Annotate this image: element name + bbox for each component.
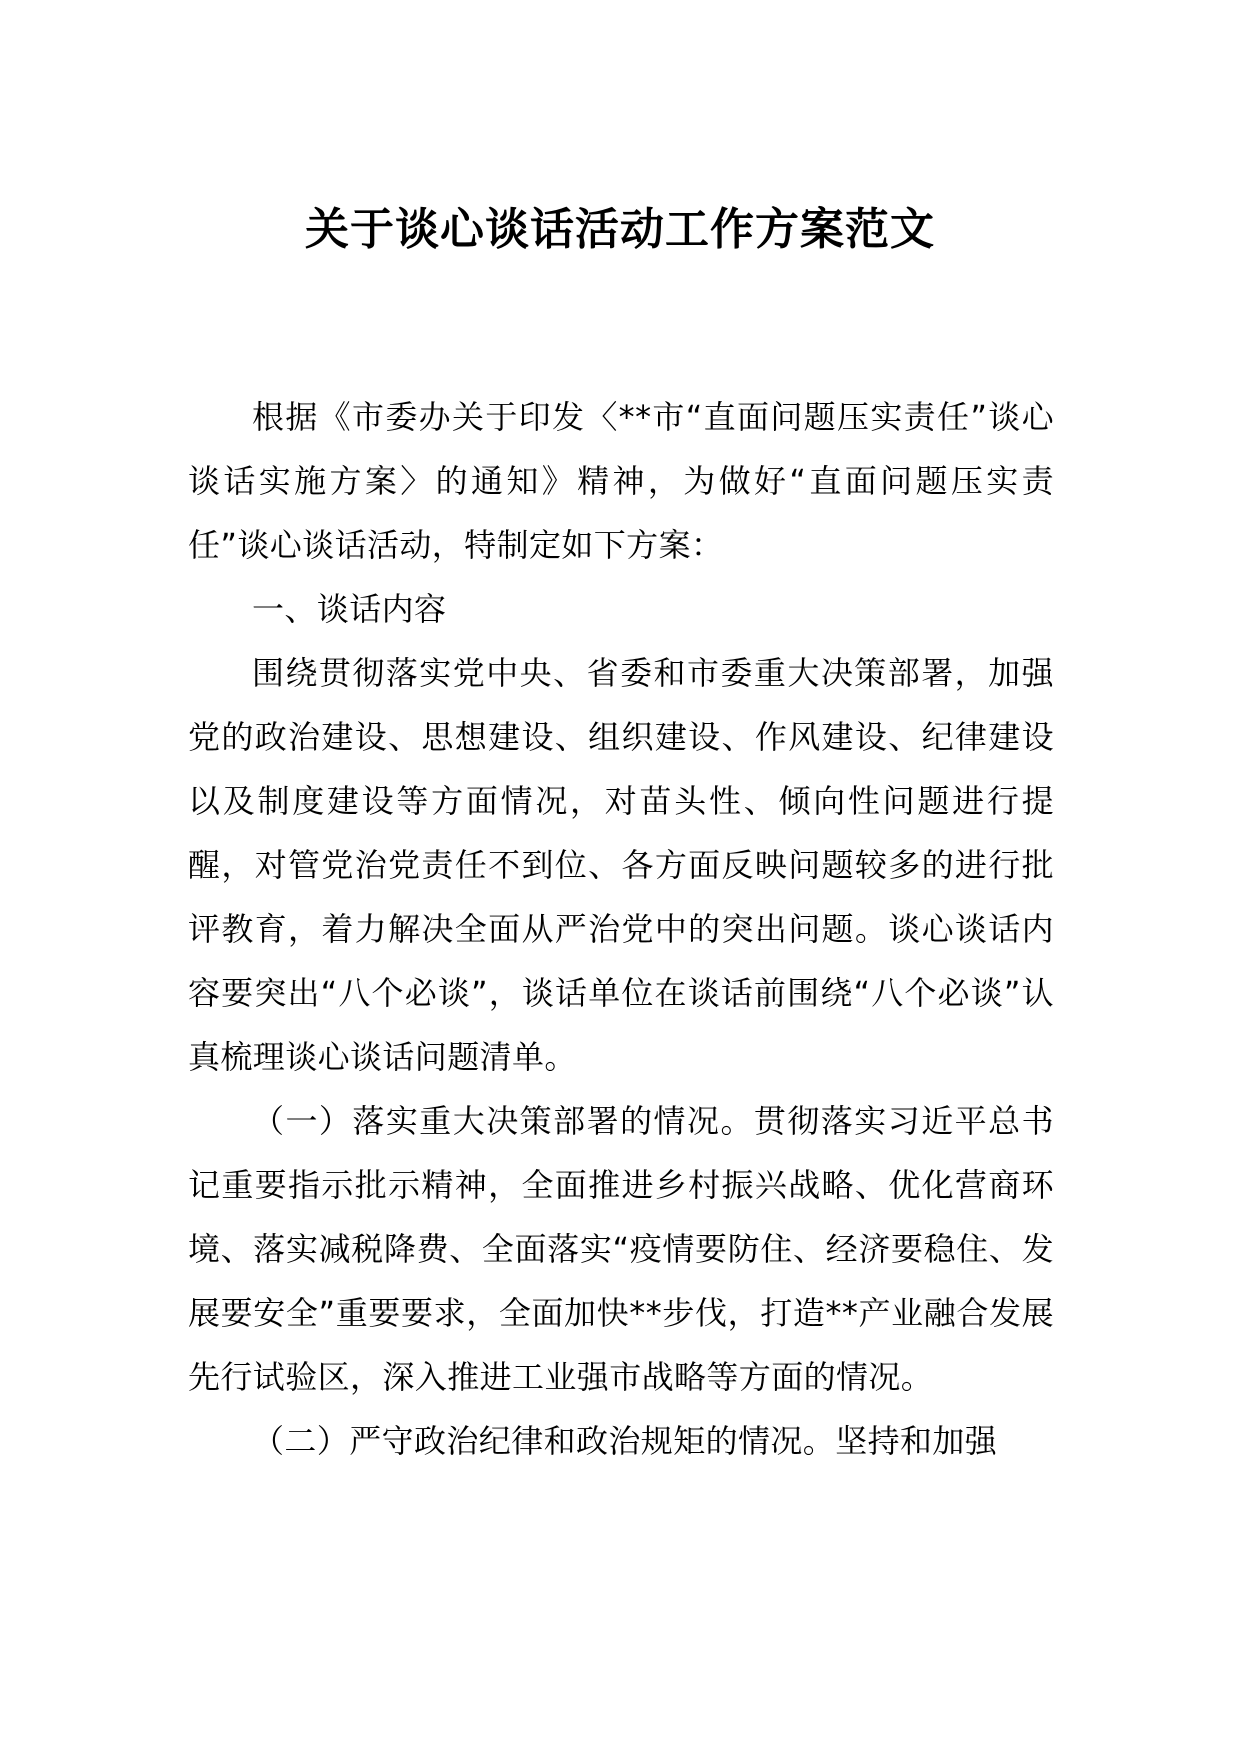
- subsection-paragraph-2: （二）严守政治纪律和政治规矩的情况。坚持和加强: [252, 1422, 998, 1460]
- document-body: [188, 385, 1054, 1473]
- section-heading-talk-content: 一、谈话内容: [252, 590, 447, 628]
- subsection-paragraph-1: （一）落实重大决策部署的情况。贯彻落实习近平总书记重要指示批示精神，全面推进乡村振兴战略、优化营商环境、落实减税降费、全面落实“疫情要防住、经济要稳住、发展要安全”重要要求，全面加快**步伐，打造**产业融合发展先行试验区，深入推进工业强市战略等方面的情况。: [188, 1102, 1054, 1396]
- document-title: 关于谈心谈话活动工作方案范文: [305, 204, 935, 255]
- intro-paragraph: 根据《市委办关于印发〈**市“直面问题压实责任”谈心谈话实施方案〉的通知》精神，为做好“直面问题压实责任”谈心谈话活动，特制定如下方案：: [188, 398, 1054, 564]
- body-paragraph: 围绕贯彻落实党中央、省委和市委重大决策部署，加强党的政治建设、思想建设、组织建设、作风建设、纪律建设以及制度建设等方面情况，对苗头性、倾向性问题进行提醒，对管党治党责任不到位、各方面反映问题较多的进行批评教育，着力解决全面从严治党中的突出问题。谈心谈话内容要突出“八个必谈”，谈话单位在谈话前围绕“八个必谈”认真梳理谈心谈话问题清单。: [188, 654, 1054, 1076]
